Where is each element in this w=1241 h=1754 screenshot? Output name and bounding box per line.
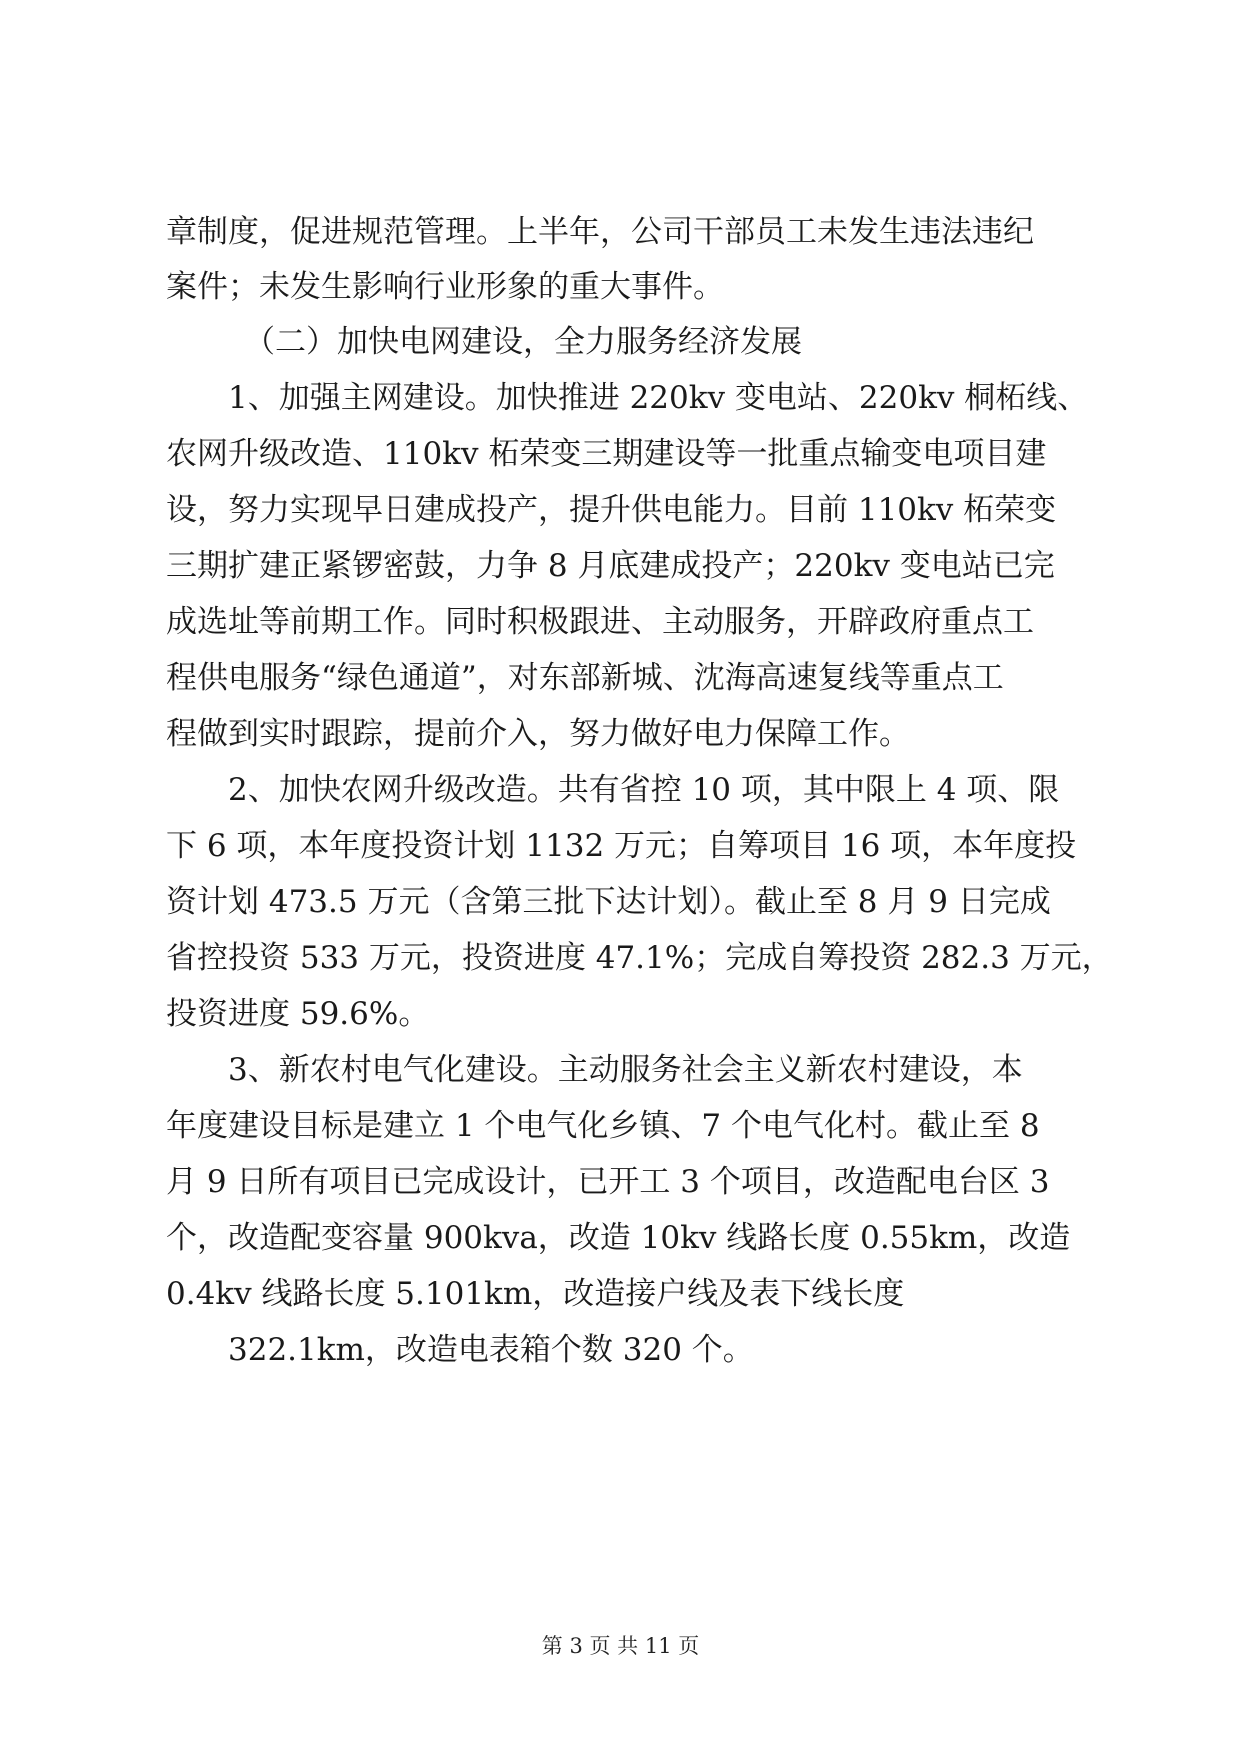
text-line: 投资进度 59.6%。 — [166, 996, 430, 1032]
text-line: 年度建设目标是建立 1 个电气化乡镇、7 个电气化村。截止至 8 — [166, 1108, 1040, 1144]
text-line: 三期扩建正紧锣密鼓，力争 8 月底建成投产；220kv 变电站已完 — [166, 548, 1055, 584]
section-heading: （二）加快电网建设，全力服务经济发展 — [244, 324, 802, 360]
text-line: 省控投资 533 万元，投资进度 47.1%；完成自筹投资 282.3 万元， — [166, 940, 1113, 976]
text-line: 设，努力实现早日建成投产，提升供电能力。目前 110kv 柘荣变 — [166, 492, 1057, 528]
page-footer: 第 3 页 共 11 页 — [541, 1634, 700, 1658]
text-line: 案件；未发生影响行业形象的重大事件。 — [166, 269, 724, 305]
text-line: 个，改造配变容量 900kva，改造 10kv 线路长度 0.55km，改造 — [166, 1220, 1071, 1256]
text-line: 程供电服务“绿色通道”，对东部新城、沈海高速复线等重点工 — [166, 660, 1004, 696]
text-line: 程做到实时跟踪，提前介入，努力做好电力保障工作。 — [166, 716, 910, 752]
text-line: 章制度，促进规范管理。上半年，公司干部员工未发生违法违纪 — [166, 214, 1034, 250]
text-line: 资计划 473.5 万元（含第三批下达计划）。截止至 8 月 9 日完成 — [166, 884, 1051, 920]
paragraph-first-line: 1、加强主网建设。加快推进 220kv 变电站、220kv 桐柘线、 — [228, 380, 1089, 416]
paragraph-first-line: 2、加快农网升级改造。共有省控 10 项，其中限上 4 项、限 — [228, 772, 1060, 808]
paragraph-first-line: 3、新农村电气化建设。主动服务社会主义新农村建设，本 — [228, 1052, 1023, 1088]
text-line: 成选址等前期工作。同时积极跟进、主动服务，开辟政府重点工 — [166, 604, 1034, 640]
text-line: 农网升级改造、110kv 柘荣变三期建设等一批重点输变电项目建 — [166, 436, 1047, 472]
text-line: 月 9 日所有项目已完成设计，已开工 3 个项目，改造配电台区 3 — [166, 1164, 1050, 1200]
text-line: 下 6 项，本年度投资计划 1132 万元；自筹项目 16 项，本年度投 — [166, 828, 1077, 864]
text-line: 0.4kv 线路长度 5.101km，改造接户线及表下线长度 — [166, 1276, 905, 1312]
text-line: 322.1km，改造电表箱个数 320 个。 — [228, 1332, 754, 1368]
